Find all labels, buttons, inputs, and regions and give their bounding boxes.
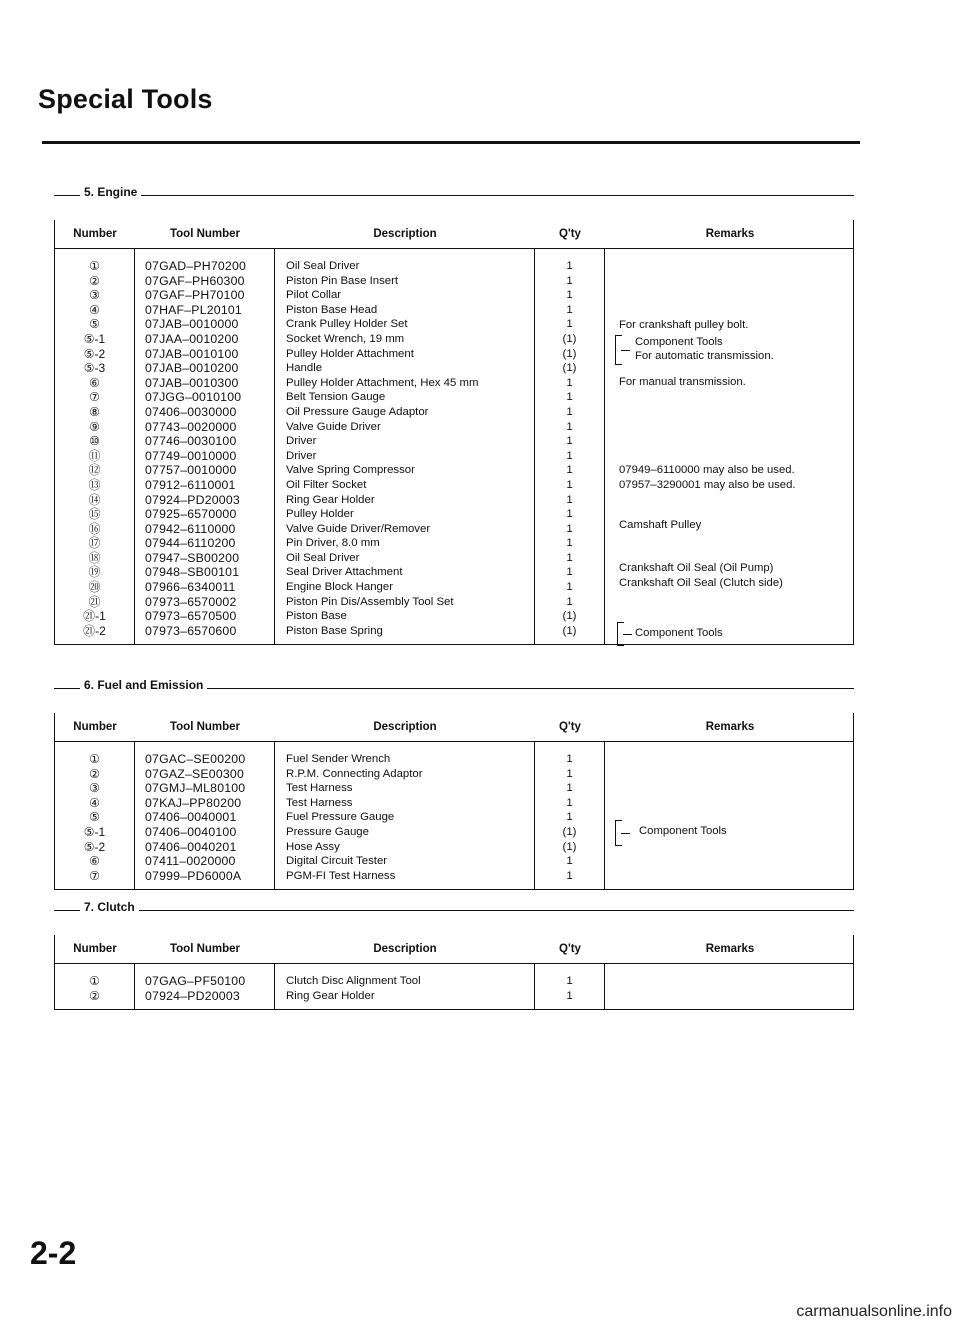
clutch-section-header — [54, 900, 854, 935]
table-cell-qty: 1 — [566, 975, 573, 987]
engine-table-body — [55, 249, 853, 644]
table-cell-tool: 07757–0010000 — [145, 463, 237, 478]
table-cell-qty: 1 — [566, 260, 573, 272]
header-tool-number: Tool Number — [169, 721, 241, 733]
engine-number-column — [55, 249, 135, 644]
header-description: Description — [373, 228, 437, 240]
table-cell-qty: 1 — [566, 289, 573, 302]
table-cell-no: ① — [89, 752, 100, 766]
table-cell-qty: (1) — [562, 347, 577, 360]
table-cell-tool: 07999–PD6000A — [145, 868, 242, 883]
table-cell-tool: 07948–SB00101 — [145, 565, 240, 580]
table-cell-desc: Driver — [286, 435, 317, 448]
header-remarks: Remarks — [705, 721, 755, 733]
table-cell-qty: 1 — [566, 391, 573, 404]
clutch-tool-column — [135, 964, 275, 1009]
clutch-qty-column — [535, 964, 605, 1009]
table-cell-qty: 1 — [566, 767, 573, 780]
table-cell-no: ① — [89, 259, 100, 273]
table-cell-qty: 1 — [566, 855, 573, 868]
table-cell-tool: 07406–0040001 — [145, 810, 237, 825]
table-cell-qty: (1) — [562, 624, 577, 637]
table-cell-qty: 1 — [566, 537, 573, 550]
table-cell-desc: Fuel Sender Wrench — [286, 753, 391, 765]
title-rule — [42, 141, 860, 144]
table-cell-desc: Crank Pulley Holder Set — [286, 318, 408, 331]
table-cell-no: ⑲ — [88, 565, 101, 580]
table-cell-desc: Oil Filter Socket — [286, 478, 367, 491]
table-cell-no: ⑳ — [88, 580, 101, 595]
remark-crankshaft-oil-seal-clutch: Crankshaft Oil Seal (Clutch side) — [619, 577, 783, 589]
table-cell-tool: 07749–0010000 — [145, 448, 237, 463]
table-cell-tool: 07JAB–0010100 — [145, 346, 239, 361]
table-cell-desc: Pulley Holder Attachment — [286, 347, 414, 360]
table-cell-tool: 07947–SB00200 — [145, 550, 240, 565]
table-cell-desc: Oil Seal Driver — [286, 260, 360, 272]
table-cell-no: ⑧ — [89, 404, 100, 419]
table-cell-no: ⑮ — [88, 507, 101, 522]
table-cell-no: ③ — [89, 288, 100, 303]
table-cell-no: ⑦ — [89, 868, 100, 883]
table-cell-no: ⑫ — [88, 463, 101, 478]
fuel-description-column — [275, 742, 535, 889]
table-cell-qty: 1 — [566, 796, 573, 809]
table-cell-no: ⑤-2 — [83, 346, 106, 361]
header-number: Number — [73, 943, 117, 955]
table-cell-desc: Test Harness — [286, 782, 353, 795]
table-cell-tool: 07912–6110001 — [145, 477, 236, 492]
fuel-table-body — [55, 742, 853, 889]
table-cell-qty: 1 — [566, 782, 573, 795]
fuel-section — [54, 677, 854, 890]
table-cell-qty: (1) — [562, 825, 577, 838]
table-cell-qty: 1 — [566, 566, 573, 579]
table-cell-tool: 07746–0030100 — [145, 434, 237, 449]
table-cell-desc: Valve Spring Compressor — [286, 464, 415, 477]
table-cell-tool: 07GAF–PH60300 — [145, 273, 245, 288]
table-cell-desc: PGM-FI Test Harness — [286, 869, 396, 882]
fuel-qty-column — [535, 742, 605, 889]
table-cell-tool: 07924–PD20003 — [145, 988, 240, 1003]
table-cell-no: ⑭ — [88, 492, 101, 507]
engine-tool-column — [135, 249, 275, 644]
table-cell-tool: 07406–0040100 — [145, 824, 237, 839]
table-cell-no: ⑨ — [89, 419, 100, 434]
clutch-section-title: 7. Clutch — [80, 900, 139, 914]
table-cell-desc: Digital Circuit Tester — [286, 855, 388, 868]
table-cell-no: ⑤-2 — [83, 839, 106, 854]
table-cell-qty: 1 — [566, 420, 573, 433]
engine-description-column — [275, 249, 535, 644]
table-cell-desc: Ring Gear Holder — [286, 493, 375, 506]
component-tools-bracket — [615, 335, 622, 365]
table-cell-desc: Oil Seal Driver — [286, 551, 360, 564]
table-cell-qty: 1 — [566, 522, 573, 535]
table-cell-qty: 1 — [566, 595, 573, 608]
table-cell-tool: 07KAJ–PP80200 — [145, 795, 242, 810]
table-cell-no: ① — [89, 974, 100, 988]
table-cell-no: ② — [89, 273, 100, 288]
header-qty: Q'ty — [559, 943, 581, 955]
table-cell-tool: 07HAF–PL20101 — [145, 302, 242, 317]
header-number: Number — [73, 721, 117, 733]
remark-component-tools: Component Tools — [639, 825, 727, 837]
table-cell-tool: 07406–0040201 — [145, 839, 237, 854]
table-cell-no: ⑤-1 — [83, 331, 106, 346]
table-cell-no: ② — [89, 766, 100, 781]
watermark: carmanualsonline.info — [796, 1303, 952, 1320]
table-cell-desc: R.P.M. Connecting Adaptor — [286, 767, 423, 780]
table-cell-tool: 07924–PD20003 — [145, 492, 240, 507]
table-cell-desc: Piston Base Spring — [286, 624, 383, 637]
table-cell-desc: Belt Tension Gauge — [286, 391, 386, 404]
table-cell-desc: Pilot Collar — [286, 289, 342, 302]
header-number: Number — [73, 228, 117, 240]
header-tool-number: Tool Number — [169, 943, 241, 955]
table-cell-no: ⑱ — [88, 550, 101, 565]
table-cell-desc: Valve Guide Driver/Remover — [286, 522, 431, 535]
table-cell-desc: Hose Assy — [286, 840, 340, 853]
table-cell-no: ⑩ — [89, 434, 100, 449]
clutch-table-header — [55, 935, 853, 964]
header-remarks: Remarks — [705, 943, 755, 955]
table-cell-qty: 1 — [566, 464, 573, 477]
header-qty: Q'ty — [559, 721, 581, 733]
table-cell-tool: 07JAB–0010000 — [145, 317, 239, 332]
header-description: Description — [373, 943, 437, 955]
fuel-tool-column — [135, 742, 275, 889]
table-cell-no: ⑥ — [89, 375, 100, 390]
table-cell-qty: (1) — [562, 610, 577, 623]
fuel-section-header — [54, 678, 854, 713]
component-tools-bracket — [615, 820, 622, 846]
table-cell-tool: 07925–6570000 — [145, 507, 237, 522]
table-cell-qty: 1 — [566, 869, 573, 882]
table-cell-tool: 07411–0020000 — [145, 854, 236, 869]
remark-manual-transmission: For manual transmission. — [619, 376, 746, 388]
table-cell-desc: Test Harness — [286, 796, 353, 809]
engine-section — [54, 184, 854, 645]
table-cell-no: ㉑-1 — [83, 609, 106, 624]
table-cell-qty: 1 — [566, 449, 573, 462]
table-cell-desc: Seal Driver Attachment — [286, 566, 403, 579]
header-tool-number: Tool Number — [169, 228, 241, 240]
table-cell-tool: 07GAD–PH70200 — [145, 259, 247, 273]
table-cell-qty: 1 — [566, 581, 573, 594]
remark-component-tools: Component Tools — [635, 336, 723, 348]
table-cell-desc: Fuel Pressure Gauge — [286, 811, 395, 824]
remark-automatic-transmission: For automatic transmission. — [635, 350, 774, 362]
table-cell-no: ⑦ — [89, 390, 100, 405]
table-cell-no: ④ — [89, 302, 100, 317]
table-cell-qty: 1 — [566, 274, 573, 287]
table-cell-no: ⑬ — [88, 477, 101, 492]
table-cell-qty: (1) — [562, 840, 577, 853]
table-cell-qty: 1 — [566, 493, 573, 506]
table-cell-no: ⑪ — [88, 448, 101, 463]
table-cell-tool: 07GMJ–ML80100 — [145, 781, 246, 796]
table-cell-desc: Piston Base Head — [286, 303, 378, 316]
engine-qty-column — [535, 249, 605, 644]
fuel-number-column — [55, 742, 135, 889]
table-cell-no: ⑤-3 — [83, 361, 106, 376]
table-cell-desc: Handle — [286, 362, 323, 375]
table-cell-qty: 1 — [566, 811, 573, 824]
table-cell-desc: Piston Pin Dis/Assembly Tool Set — [286, 595, 454, 608]
remark-crankshaft-oil-seal-pump: Crankshaft Oil Seal (Oil Pump) — [619, 562, 774, 574]
table-cell-tool: 07GAF–PH70100 — [145, 288, 245, 303]
fuel-table-header — [55, 713, 853, 742]
table-cell-no: ㉑-2 — [83, 623, 106, 638]
table-cell-desc: Socket Wrench, 19 mm — [286, 332, 405, 345]
clutch-remarks-column — [605, 964, 855, 1009]
table-cell-tool: 07GAZ–SE00300 — [145, 766, 244, 781]
remark-camshaft-pulley: Camshaft Pulley — [619, 519, 702, 531]
table-cell-qty: 1 — [566, 376, 573, 389]
table-cell-tool: 07973–6570500 — [145, 609, 237, 624]
table-cell-qty: 1 — [566, 989, 573, 1002]
engine-remarks-column — [605, 249, 855, 644]
engine-table-header — [55, 220, 853, 249]
table-cell-tool: 07942–6110000 — [145, 521, 236, 536]
table-cell-tool: 07JAB–0010200 — [145, 361, 239, 376]
remark-alternative-2: 07957–3290001 may also be used. — [619, 479, 796, 491]
table-cell-qty: 1 — [566, 508, 573, 521]
table-cell-qty: 1 — [566, 753, 573, 765]
table-cell-tool: 07973–6570002 — [145, 594, 237, 609]
table-cell-no: ⑤ — [89, 317, 100, 332]
table-cell-qty: 1 — [566, 405, 573, 418]
table-cell-qty: 1 — [566, 435, 573, 448]
fuel-section-title: 6. Fuel and Emission — [80, 678, 207, 692]
clutch-description-column — [275, 964, 535, 1009]
table-cell-qty: 1 — [566, 551, 573, 564]
header-qty: Q'ty — [559, 228, 581, 240]
table-cell-tool: 07JGG–0010100 — [145, 390, 242, 405]
remark-crankshaft-pulley-bolt: For crankshaft pulley bolt. — [619, 319, 749, 331]
clutch-section — [54, 899, 854, 1010]
table-cell-tool: 07743–0020000 — [145, 419, 237, 434]
table-cell-qty: 1 — [566, 478, 573, 491]
table-cell-desc: Valve Guide Driver — [286, 420, 381, 433]
header-remarks: Remarks — [705, 228, 755, 240]
header-description: Description — [373, 721, 437, 733]
table-cell-desc: Engine Block Hanger — [286, 581, 394, 594]
table-cell-no: ⑤-1 — [83, 824, 106, 839]
table-cell-qty: (1) — [562, 332, 577, 345]
table-cell-desc: Pulley Holder Attachment, Hex 45 mm — [286, 376, 479, 389]
clutch-table-body — [55, 964, 853, 1009]
clutch-table — [54, 935, 854, 1010]
component-tools-bracket-2 — [617, 622, 624, 646]
remark-component-tools-2: Component Tools — [635, 627, 723, 639]
table-cell-desc: Piston Base — [286, 610, 347, 623]
table-cell-no: ③ — [89, 781, 100, 796]
remark-alternative-1: 07949–6110000 may also be used. — [619, 464, 795, 476]
table-cell-tool: 07GAC–SE00200 — [145, 752, 246, 766]
table-cell-qty: 1 — [566, 303, 573, 316]
table-cell-no: ⑯ — [88, 521, 101, 536]
fuel-remarks-column — [605, 742, 855, 889]
engine-section-title: 5. Engine — [80, 185, 141, 199]
clutch-number-column — [55, 964, 135, 1009]
fuel-table — [54, 713, 854, 890]
table-cell-no: ㉑ — [88, 594, 101, 609]
table-cell-desc: Ring Gear Holder — [286, 989, 375, 1002]
table-cell-desc: Clutch Disc Alignment Tool — [286, 975, 421, 987]
engine-section-header — [54, 185, 854, 220]
table-cell-tool: 07944–6110200 — [145, 536, 236, 551]
page-number: 2-2 — [30, 1235, 77, 1271]
table-cell-tool: 07406–0030000 — [145, 404, 237, 419]
table-cell-tool: 07966–6340011 — [145, 580, 236, 595]
table-cell-no: ⑤ — [89, 810, 100, 825]
table-cell-desc: Pulley Holder — [286, 508, 354, 521]
table-cell-desc: Pin Driver, 8.0 mm — [286, 537, 380, 550]
table-cell-desc: Piston Pin Base Insert — [286, 274, 399, 287]
table-cell-no: ⑰ — [88, 536, 101, 551]
table-cell-tool: 07JAA–0010200 — [145, 331, 239, 346]
table-cell-no: ② — [89, 988, 100, 1003]
table-cell-tool: 07JAB–0010300 — [145, 375, 239, 390]
table-cell-tool: 07GAG–PF50100 — [145, 974, 246, 988]
table-cell-tool: 07973–6570600 — [145, 623, 237, 638]
table-cell-no: ⑥ — [89, 854, 100, 869]
table-cell-qty: 1 — [566, 318, 573, 331]
engine-table — [54, 220, 854, 645]
table-cell-desc: Pressure Gauge — [286, 825, 369, 838]
table-cell-qty: (1) — [562, 362, 577, 375]
table-cell-desc: Driver — [286, 449, 317, 462]
page-title: Special Tools — [38, 84, 213, 114]
table-cell-desc: Oil Pressure Gauge Adaptor — [286, 405, 429, 418]
table-cell-no: ④ — [89, 795, 100, 810]
